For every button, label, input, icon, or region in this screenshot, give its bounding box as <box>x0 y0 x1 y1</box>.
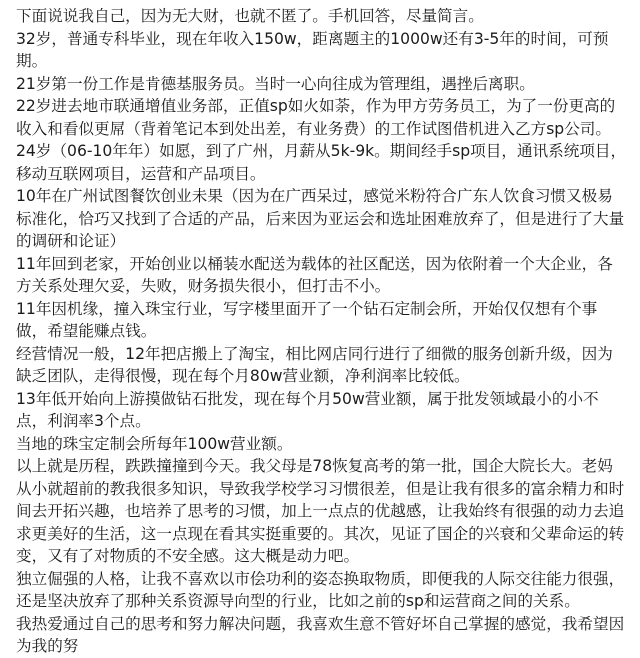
paragraph-passion: 我热爱通过自己的思考和努力解决问题，我喜欢生意不管好坏自己掌握的感觉，我希望因为我的努 <box>16 614 625 655</box>
paragraph-personality: 独立倔强的人格，让我不喜欢以市侩功利的姿态换取物质，即便我的人际交往能力很强，还是坚决放弃了那种关系资源导向型的行业，比如之前的sp和运营商之间的关系。 <box>16 569 625 610</box>
paragraph-2013: 13年低开始向上游摸做钻石批发，现在每个月50w营业额，属于批发领域最小的小不点，利润率3个点。 <box>16 389 599 430</box>
paragraph-intro: 下面说说我自己，因为无大财，也就不匿了。手机回答，尽量简言。 <box>16 7 484 25</box>
paragraph-2010: 10年在广州试图餐饮创业未果（因为在广西呆过，感觉米粉符合广东人饮食习惯又极易标准化，恰巧又找到了合适的产品，后来因为亚运会和选址困难放弃了，但是进行了大量的调研和论证） <box>16 187 625 250</box>
paragraph-age-32: 32岁，普通专科毕业，现在年收入150w，距离题主的1000w还有3-5年的时间，可预期。 <box>16 29 609 70</box>
article-body <box>16 5 628 658</box>
paragraph-age-21: 21岁第一份工作是肯德基服务员。当时一心向往成为管理组，遇挫后离职。 <box>16 74 535 93</box>
paragraph-2011-jewelry: 11年因机缘，撞入珠宝行业，写字楼里面开了一个钻石定制会所，开始仅仅想有个事做，希望能赚点钱。 <box>16 299 598 340</box>
paragraph-age-22: 22岁进去地市联通增值业务部，正值sp如火如荼，作为甲方劳务员工，为了一份更高的收入和看似更屌（背着笔记本到处出差，有业务费）的工作试图借机进入乙方sp公司。 <box>16 97 616 138</box>
paragraph-business: 经营情况一般，12年把店搬上了淘宝，相比网店同行进行了细微的服务创新升级，因为缺乏团队，走得很慢，现在每个月80w营业额，净利润率比较低。 <box>16 344 613 385</box>
paragraph-2011-home: 11年回到老家，开始创业以桶装水配送为载体的社区配送，因为依附着一个大企业，各方关系处理欠妥，失败，财务损失很小，但打击不小。 <box>16 254 613 295</box>
paragraph-local: 当地的珠宝定制会所每年100w营业额。 <box>16 434 293 453</box>
paragraph-background: 以上就是历程，跌跌撞撞到今天。我父母是78恢复高考的第一批，国企大院长大。老妈从小就超前的教我很多知识，导致我学校学习习惯很差，但是让我有很多的富余精力和时间去开拓兴趣，也培养了思考的习惯，加上一点点的优越感，让我始终有很强的动力去追求更美好的生活，这一点现在看其实挺重要的。其次，见证了国企的兴衰和父辈命运的转变，又有了对物质的不安全感。这大概是动力吧。 <box>16 457 625 565</box>
paragraph-age-24: 24岁（06-10年年）如愿，到了广州，月薪从5k-9k。期间经手sp项目，通讯系统项目，移动互联网项目，运营和产品项目。 <box>16 142 627 183</box>
